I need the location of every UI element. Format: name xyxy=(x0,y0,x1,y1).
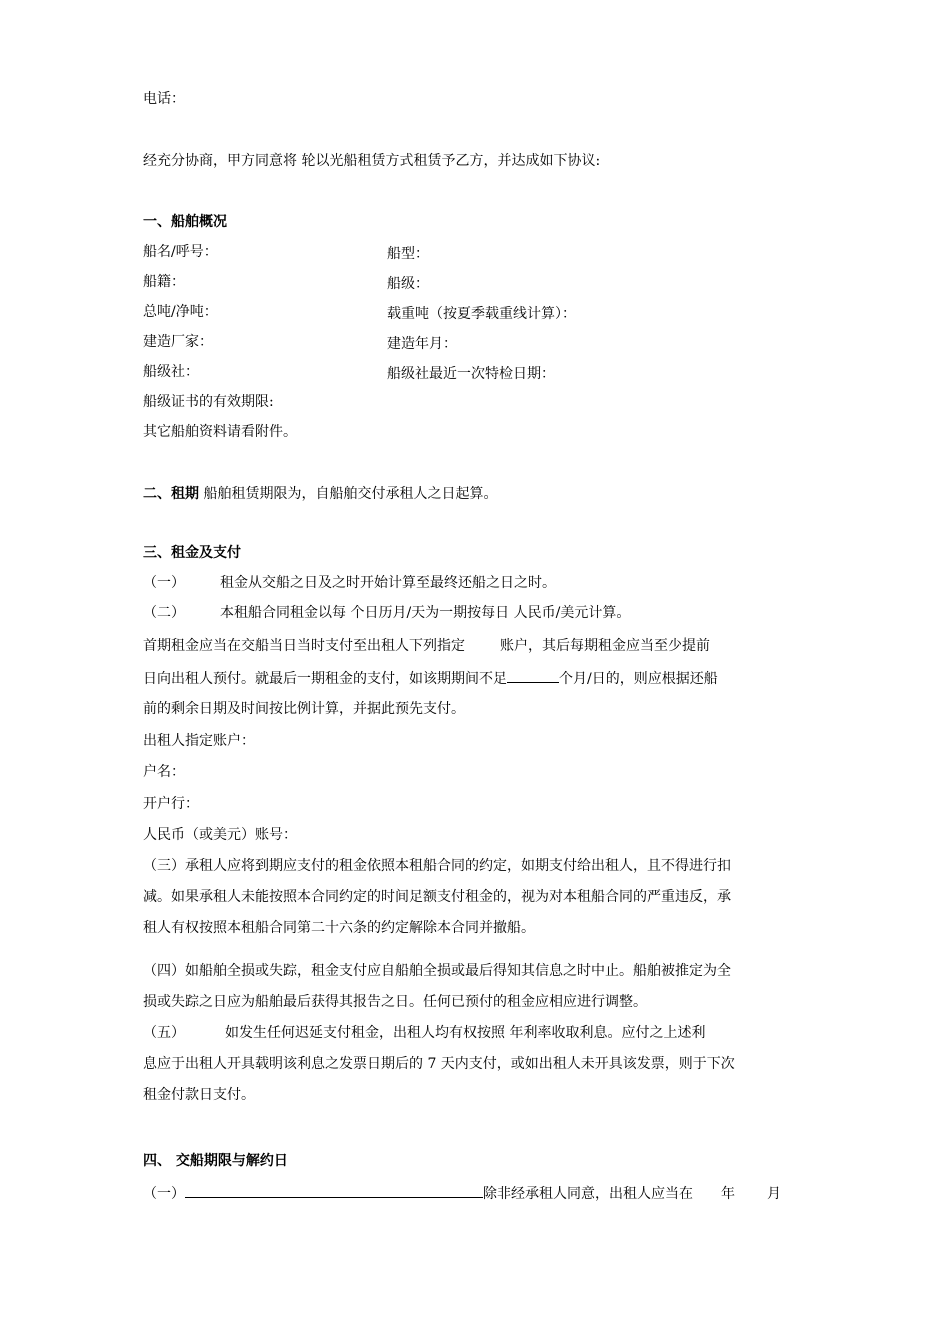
cert-validity: 船级证书的有效期限: xyxy=(143,394,274,410)
item-label: （二） xyxy=(143,605,185,621)
section3-item4-line: （四）如船舶全损或失踪，租金支付应自船舶全损或最后得知其信息之时中止。船舶被推定为全 xyxy=(143,963,731,979)
item-label: （五） xyxy=(143,1025,185,1041)
ship-info-right: 船级社最近一次特检日期： xyxy=(387,366,555,382)
section3-item3-line: 租人有权按照本租船合同第二十六条的约定解除本合同并撤船。 xyxy=(143,920,535,936)
section3-item5-line: 息应于出租人开具载明该利息之发票日期后的 7 天内支付，或如出租人未开具该发票，则于下次 xyxy=(143,1056,735,1072)
section3-item2 xyxy=(143,604,630,622)
account-bank: 开户行： xyxy=(143,796,199,812)
payment-para-line1 xyxy=(143,637,710,655)
item-text: 租金从交船之日及之时开始计算至最终还船之日之时。 xyxy=(220,575,556,591)
ship-info-right: 船级： xyxy=(387,276,429,292)
ship-info-left: 船籍： xyxy=(143,274,185,290)
item-text: 如发生任何迟延支付租金，出租人均有权按照 年利率收取利息。应付之上述利 xyxy=(225,1025,706,1041)
section2-text: 船舶租赁期限为，自船舶交付承租人之日起算。 xyxy=(199,486,498,502)
ship-info-right: 载重吨（按夏季载重线计算）： xyxy=(387,306,576,322)
ship-info-row xyxy=(143,273,185,291)
section2-title: 二、租期 xyxy=(143,486,199,502)
account-name: 户名： xyxy=(143,764,185,780)
blank-underline xyxy=(507,668,559,683)
section3-item3-line: 减。如果承租人未能按照本合同约定的时间足额支付租金的，视为对本租船合同的严重违反，承 xyxy=(143,889,731,905)
account-title: 出租人指定账户： xyxy=(143,733,255,749)
year-label: 年 xyxy=(721,1186,735,1202)
account-number: 人民币（或美元）账号： xyxy=(143,827,297,843)
payment-para-line2 xyxy=(143,668,718,688)
month-label: 月 xyxy=(767,1186,781,1202)
phone-label: 电话： xyxy=(143,91,185,107)
item-text: 除非经承租人同意，出租人应当在 xyxy=(483,1186,693,1202)
item-label: （一） xyxy=(143,575,185,591)
payment-text: 个月/日的，则应根据还船 xyxy=(559,671,718,687)
other-info: 其它船舶资料请看附件。 xyxy=(143,424,297,440)
section3-item4-line: 损或失踪之日应为船舶最后获得其报告之日。任何已预付的租金应相应进行调整。 xyxy=(143,994,647,1010)
ship-info-row xyxy=(143,363,199,381)
payment-para-line3: 前的剩余日期及时间按比例计算，并据此预先支付。 xyxy=(143,701,465,717)
section3-title: 三、租金及支付 xyxy=(143,545,241,561)
payment-text: 首期租金应当在交船当日当时支付至出租人下列指定 xyxy=(143,638,465,654)
section3-item5-line: 租金付款日支付。 xyxy=(143,1087,255,1103)
ship-info-row xyxy=(143,333,213,351)
ship-info-row xyxy=(143,303,218,321)
section3-item1 xyxy=(143,574,556,592)
blank-underline xyxy=(185,1183,483,1198)
section4-title: 四、 交船期限与解约日 xyxy=(143,1153,288,1169)
ship-info-left: 建造厂家： xyxy=(143,334,213,350)
payment-text: 账户，其后每期租金应当至少提前 xyxy=(500,638,710,654)
section1-title: 一、船舶概况 xyxy=(143,214,227,230)
ship-info-right: 建造年月： xyxy=(387,336,457,352)
section3-item3-line: （三）承租人应将到期应支付的租金依照本租船合同的约定，如期支付给出租人，且不得进行扣 xyxy=(143,858,731,874)
intro-paragraph: 经充分协商，甲方同意将 轮以光船租赁方式租赁予乙方，并达成如下协议: xyxy=(143,153,601,169)
item-text: 本租船合同租金以每 个日历月/天为一期按每日 人民币/美元计算。 xyxy=(220,605,631,621)
section3-item5 xyxy=(143,1024,705,1042)
payment-text: 日向出租人预付。就最后一期租金的支付，如该期期间不足 xyxy=(143,671,507,687)
section2-paragraph xyxy=(143,485,497,503)
section4-item1 xyxy=(143,1183,781,1203)
ship-info-left: 船名/呼号： xyxy=(143,244,218,260)
item-label: （一） xyxy=(143,1186,185,1202)
ship-info-left: 船级社： xyxy=(143,364,199,380)
ship-info-right: 船型： xyxy=(387,246,429,262)
ship-info-row xyxy=(143,243,218,261)
ship-info-left: 总吨/净吨： xyxy=(143,304,218,320)
